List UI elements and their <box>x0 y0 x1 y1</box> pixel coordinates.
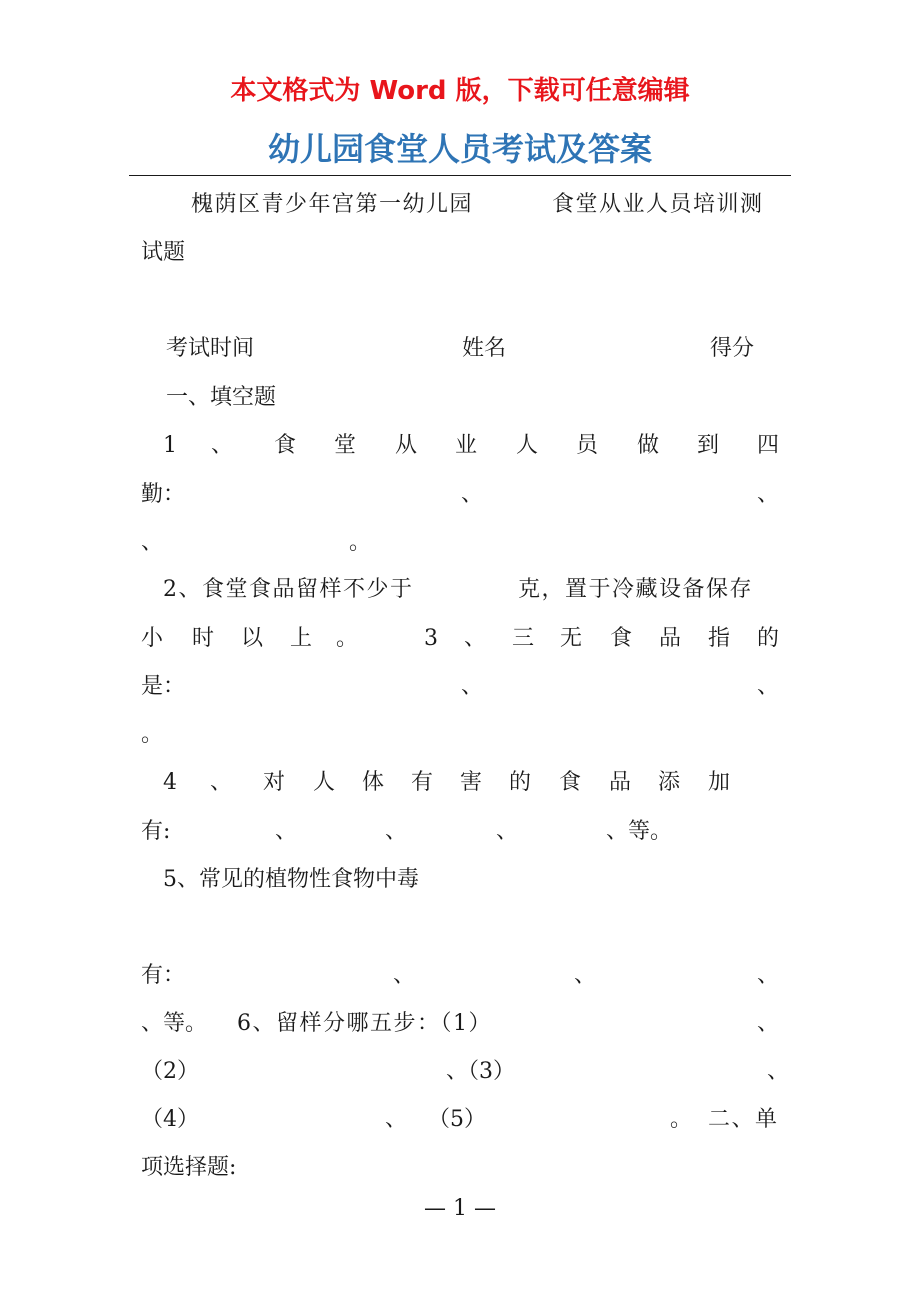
word-format-banner: 本文格式为 Word 版，下载可任意编辑 <box>230 76 690 106</box>
q4-char: 添 <box>658 770 681 795</box>
q4-char: 体 <box>362 770 385 795</box>
q6-text: 6、留样分哪五步：（1） <box>237 1011 492 1036</box>
q3-char: 的 <box>757 626 780 651</box>
q4-separator: 、 <box>385 819 408 844</box>
q1-char: 做 <box>637 433 660 458</box>
q2-text-part2: 克，置于冷藏设备保存 <box>518 577 754 602</box>
q6-separator: 、 <box>767 1059 790 1084</box>
score-label: 得分 <box>710 336 755 361</box>
q2-text-part1: 2、食堂食品留样不少于 <box>163 577 414 602</box>
q1-char: 人 <box>516 433 539 458</box>
q2-char: 。 <box>336 626 359 651</box>
q1-char: 堂 <box>334 433 357 458</box>
q2-char: 小 <box>141 626 164 651</box>
q5-separator: 、 <box>757 963 780 988</box>
q2-char: 上 <box>290 626 313 651</box>
q1-char: 、 <box>211 433 234 458</box>
q6-separator: 、 <box>757 1011 780 1036</box>
q1-number: 1 <box>163 433 177 458</box>
q4-end-mark: 、等。 <box>606 819 673 844</box>
q4-char: 害 <box>460 770 483 795</box>
q1-separator: 、 <box>461 482 484 507</box>
q1-continuation: 勤： <box>141 482 186 507</box>
q1-char: 食 <box>274 433 297 458</box>
q1-end-mark: 。 <box>349 530 372 555</box>
name-label: 姓名 <box>462 336 507 361</box>
section-single-choice-heading-start: 二、单 <box>708 1107 779 1132</box>
q6-step-2: （2） <box>141 1059 199 1084</box>
q4-separator: 、 <box>275 819 298 844</box>
q5-separator: 、 <box>393 963 416 988</box>
q4-char: 加 <box>708 770 731 795</box>
q1-char: 到 <box>697 433 720 458</box>
exam-time-label: 考试时间 <box>166 336 255 361</box>
q3-char: 品 <box>659 626 682 651</box>
q3-separator: 、 <box>461 674 484 699</box>
title-divider <box>129 175 791 176</box>
q3-char: 、 <box>464 626 487 651</box>
page-number: — 1 — <box>424 1196 496 1221</box>
q1-separator: 、 <box>141 530 164 555</box>
q5-separator: 、 <box>574 963 597 988</box>
q6-end-mark: 。 <box>670 1107 693 1132</box>
q4-char: 对 <box>263 770 286 795</box>
q4-char: 人 <box>313 770 336 795</box>
q4-char: 品 <box>609 770 632 795</box>
q4-char: 有 <box>411 770 434 795</box>
q3-char: 无 <box>560 626 583 651</box>
q3-continuation: 是： <box>141 674 186 699</box>
q5-text: 5、常见的植物性食物中毒 <box>163 867 419 892</box>
q3-char: 三 <box>512 626 535 651</box>
q3-char: 指 <box>708 626 731 651</box>
school-name: 槐荫区青少年宫第一幼儿园 <box>191 192 474 217</box>
q1-char: 四 <box>757 433 780 458</box>
q4-char: 食 <box>559 770 582 795</box>
q6-separator: 、 <box>385 1107 408 1132</box>
q6-step-3: 、（3） <box>446 1059 515 1084</box>
q6-step-4: （4） <box>141 1107 199 1132</box>
q4-char: 、 <box>210 770 233 795</box>
q1-char: 业 <box>455 433 478 458</box>
q1-char: 员 <box>576 433 599 458</box>
document-title: 幼儿园食堂人员考试及答案 <box>267 130 652 168</box>
section-fill-blank-heading: 一、填空题 <box>166 385 277 410</box>
q4-separator: 、 <box>496 819 519 844</box>
q4-number: 4 <box>163 770 177 795</box>
q3-number: 3 <box>424 626 438 651</box>
q3-char: 食 <box>610 626 633 651</box>
q2-char: 以 <box>241 626 264 651</box>
q1-separator: 、 <box>757 482 780 507</box>
q5-end-mark: 、等。 <box>141 1011 208 1036</box>
test-title-part1: 食堂从业人员培训测 <box>552 192 764 217</box>
test-title-part2: 试题 <box>141 240 186 265</box>
q4-continuation: 有: <box>141 819 171 844</box>
q5-continuation: 有： <box>141 963 186 988</box>
q6-step-5: （5） <box>428 1107 486 1132</box>
q3-separator: 、 <box>757 674 780 699</box>
q2-char: 时 <box>192 626 215 651</box>
q4-char: 的 <box>509 770 532 795</box>
q1-char: 从 <box>395 433 418 458</box>
section-single-choice-heading-end: 项选择题: <box>141 1155 237 1180</box>
q3-end-mark: 。 <box>141 722 164 747</box>
